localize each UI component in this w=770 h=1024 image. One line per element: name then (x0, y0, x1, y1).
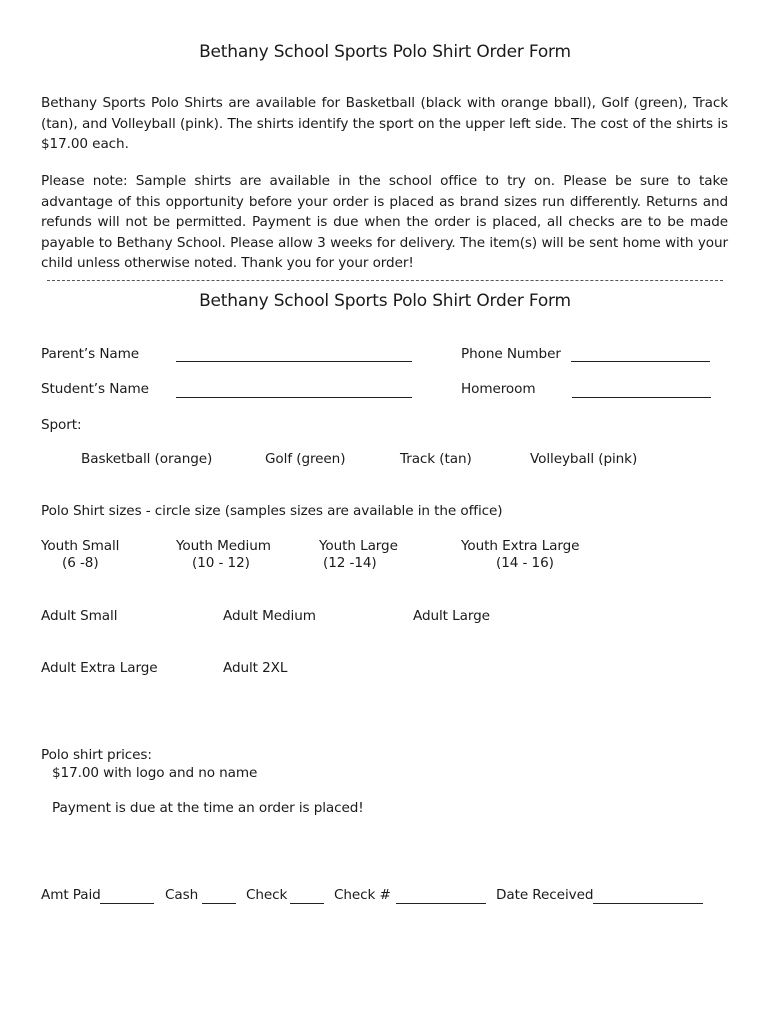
check-number-line[interactable] (396, 903, 486, 904)
check-label: Check (246, 887, 288, 903)
sport-option-volleyball[interactable]: Volleyball (pink) (530, 451, 638, 467)
size-adult-medium[interactable]: Adult Medium (223, 608, 316, 624)
intro-paragraph: Bethany Sports Polo Shirts are available for Basketball (black with orange bball), Golf (green), Track (tan), and Volleyball (pink). The shirts identify the sport on the upper left side. The cost of the shirts is $17.00 each. (41, 95, 728, 153)
form-title-bottom: Bethany School Sports Polo Shirt Order Form (199, 291, 571, 311)
phone-number-line[interactable] (571, 361, 710, 362)
student-name-line[interactable] (176, 397, 412, 398)
sport-option-golf[interactable]: Golf (green) (265, 451, 346, 467)
prices-heading: Polo shirt prices: (41, 747, 152, 763)
date-received-label: Date Received (496, 887, 594, 903)
cash-label: Cash (165, 887, 199, 903)
size-youth-medium[interactable]: Youth Medium (176, 538, 271, 554)
sport-label: Sport: (41, 417, 82, 433)
size-youth-small-range: (6 -8) (62, 555, 99, 571)
size-youth-large[interactable]: Youth Large (319, 538, 398, 554)
size-adult-small[interactable]: Adult Small (41, 608, 118, 624)
size-adult-2xl[interactable]: Adult 2XL (223, 660, 288, 676)
sport-option-track[interactable]: Track (tan) (400, 451, 472, 467)
parent-name-line[interactable] (176, 361, 412, 362)
size-youth-extra-large-range: (14 - 16) (496, 555, 554, 571)
price-line: $17.00 with logo and no name (52, 765, 258, 781)
date-received-line[interactable] (593, 903, 703, 904)
homeroom-line[interactable] (572, 397, 711, 398)
form-title-top: Bethany School Sports Polo Shirt Order Form (199, 42, 571, 62)
amt-paid-label: Amt Paid (41, 887, 101, 903)
cut-line (47, 280, 723, 281)
check-number-label: Check # (334, 887, 391, 903)
size-youth-extra-large[interactable]: Youth Extra Large (461, 538, 580, 554)
student-name-label: Student’s Name (41, 381, 149, 397)
phone-number-label: Phone Number (461, 346, 561, 362)
size-adult-large[interactable]: Adult Large (413, 608, 490, 624)
size-youth-medium-range: (10 - 12) (192, 555, 250, 571)
check-line[interactable] (290, 903, 324, 904)
cash-line[interactable] (202, 903, 236, 904)
sizes-heading: Polo Shirt sizes - circle size (samples sizes are available in the office) (41, 503, 503, 519)
parent-name-label: Parent’s Name (41, 346, 140, 362)
payment-note: Payment is due at the time an order is placed! (52, 800, 364, 816)
size-adult-extra-large[interactable]: Adult Extra Large (41, 660, 158, 676)
size-youth-large-range: (12 -14) (323, 555, 377, 571)
amt-paid-line[interactable] (100, 903, 154, 904)
note-paragraph: Please note: Sample shirts are available in the school office to try on. Please be sure to take advantage of this opportunity before your order is placed as brand sizes run differently. Returns and refunds will not be permitted. Payment is due when the order is placed, all checks are to be made payable to Bethany School. Please allow 3 weeks for delivery. The item(s) will be sent home with your child unless otherwise noted. Thank you for your order! (41, 173, 728, 272)
sport-option-basketball[interactable]: Basketball (orange) (81, 451, 213, 467)
homeroom-label: Homeroom (461, 381, 536, 397)
size-youth-small[interactable]: Youth Small (41, 538, 120, 554)
